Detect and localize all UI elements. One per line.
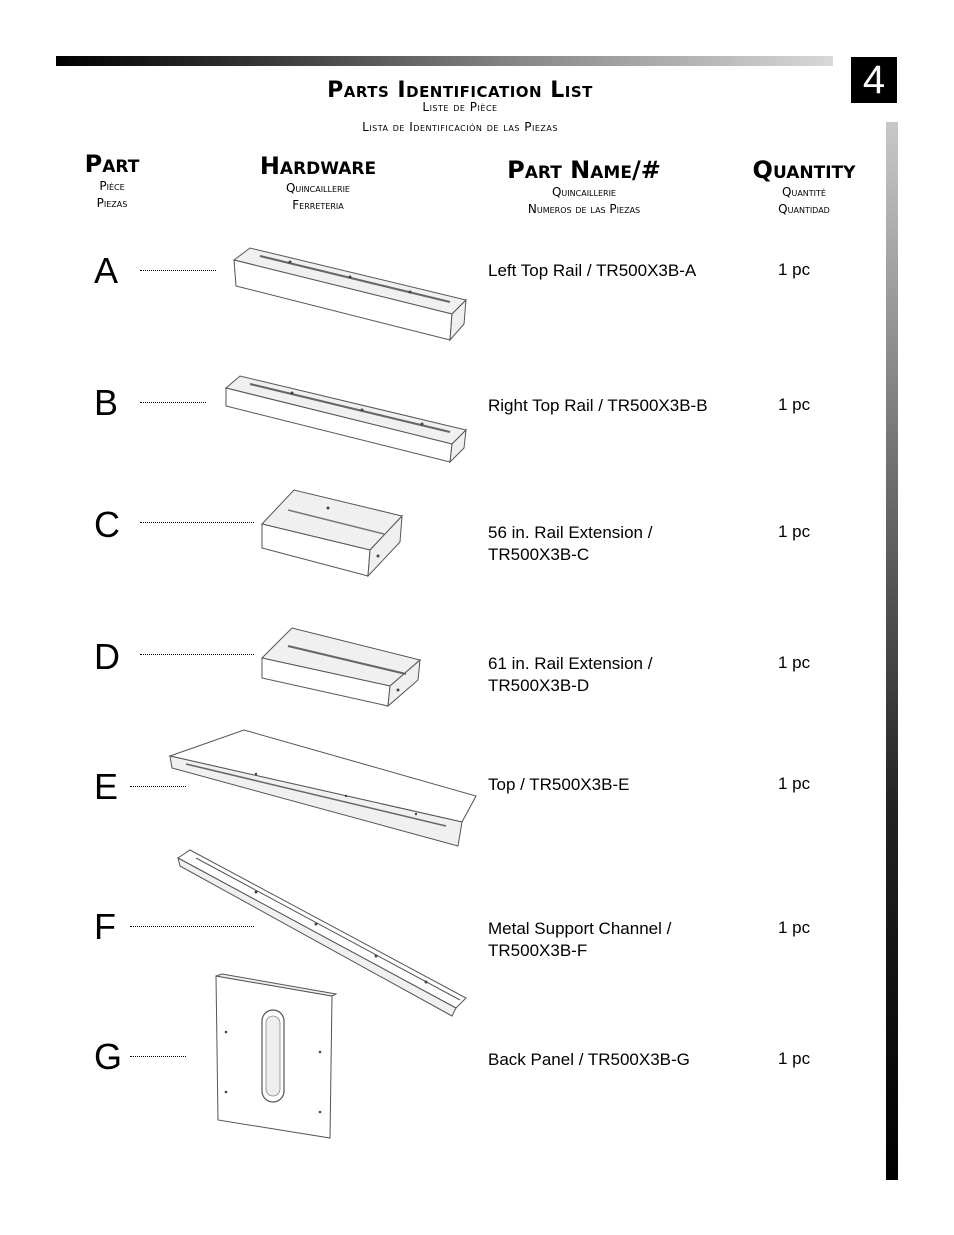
part-name-d-line2: TR500X3B-D bbox=[488, 676, 590, 695]
part-name-g bbox=[488, 1049, 758, 1071]
col-header-part-name bbox=[462, 156, 706, 218]
part-qty-d: 1 pc bbox=[778, 653, 811, 672]
col-part-label: Part bbox=[84, 150, 140, 178]
part-name-a bbox=[488, 260, 758, 282]
leader-line-g bbox=[130, 1056, 186, 1057]
part-name-d bbox=[488, 653, 758, 697]
part-name-e-line1: Top / TR500X3B-E bbox=[488, 775, 630, 794]
part-name-c bbox=[488, 522, 758, 566]
part-name-e bbox=[488, 774, 758, 796]
left-top-rail-illustration bbox=[230, 244, 470, 344]
col-quantity-fr: Quantité bbox=[782, 185, 826, 199]
col-part-name-fr: Quincaillerie bbox=[551, 185, 616, 199]
leader-line-d bbox=[140, 654, 254, 655]
part-letter-e: E bbox=[94, 766, 119, 807]
leader-line-b bbox=[140, 402, 206, 403]
part-qty-e: 1 pc bbox=[778, 774, 811, 793]
part-name-c-line1: 56 in. Rail Extension / bbox=[488, 523, 653, 542]
leader-line-a bbox=[140, 270, 216, 271]
top-panel-illustration bbox=[166, 726, 480, 850]
leader-line-c bbox=[140, 522, 254, 523]
page-subtitle-fr: Liste de Pièce bbox=[422, 100, 498, 114]
part-letter-d: D bbox=[94, 636, 120, 677]
col-header-quantity bbox=[730, 156, 878, 218]
part-name-d-line1: 61 in. Rail Extension / bbox=[488, 654, 653, 673]
page-number: 4 bbox=[851, 57, 897, 103]
col-quantity-es: Quantidad bbox=[778, 202, 830, 216]
part-qty-c: 1 pc bbox=[778, 522, 811, 541]
part-name-f bbox=[488, 918, 758, 962]
part-name-c-line2: TR500X3B-C bbox=[488, 545, 590, 564]
part-qty-a: 1 pc bbox=[778, 260, 811, 279]
col-hardware-fr: Quincaillerie bbox=[285, 181, 350, 195]
col-part-name-es: Numeros de las Piezas bbox=[527, 202, 641, 216]
col-quantity-label: Quantity bbox=[752, 156, 856, 184]
part-letter-c: C bbox=[94, 504, 120, 545]
header-gradient-bar bbox=[56, 56, 833, 66]
part-name-f-line2: TR500X3B-F bbox=[488, 941, 588, 960]
rail-extension-61-illustration bbox=[258, 624, 424, 708]
col-header-part bbox=[62, 150, 162, 212]
col-part-fr: Pièce bbox=[99, 179, 125, 193]
part-name-f-line1: Metal Support Channel / bbox=[488, 919, 672, 938]
part-name-g-line1: Back Panel / TR500X3B-G bbox=[488, 1050, 690, 1069]
part-qty-f: 1 pc bbox=[778, 918, 811, 937]
part-qty-g: 1 pc bbox=[778, 1049, 811, 1068]
part-qty-b: 1 pc bbox=[778, 395, 811, 414]
part-name-a-line1: Left Top Rail / TR500X3B-A bbox=[488, 261, 697, 280]
page-subtitle-es: Lista de Identificación de las Piezas bbox=[362, 120, 558, 134]
part-letter-b: B bbox=[94, 382, 119, 423]
part-name-b-line1: Right Top Rail / TR500X3B-B bbox=[488, 396, 708, 415]
part-letter-a: A bbox=[94, 250, 119, 291]
part-letter-g: G bbox=[94, 1036, 123, 1077]
col-part-name-label: Part Name/# bbox=[507, 156, 661, 184]
part-name-b bbox=[488, 395, 758, 417]
col-hardware-label: Hardware bbox=[259, 152, 377, 180]
rail-extension-56-illustration bbox=[258, 486, 406, 578]
right-top-rail-illustration bbox=[222, 372, 472, 464]
page-title: Parts Identification List bbox=[327, 78, 593, 103]
back-panel-illustration bbox=[212, 972, 336, 1142]
col-part-es: Piezas bbox=[96, 196, 128, 210]
side-gradient-bar bbox=[886, 122, 898, 1180]
part-letter-f: F bbox=[94, 906, 116, 947]
col-hardware-es: Ferreteria bbox=[292, 198, 344, 212]
col-header-hardware bbox=[220, 152, 416, 214]
